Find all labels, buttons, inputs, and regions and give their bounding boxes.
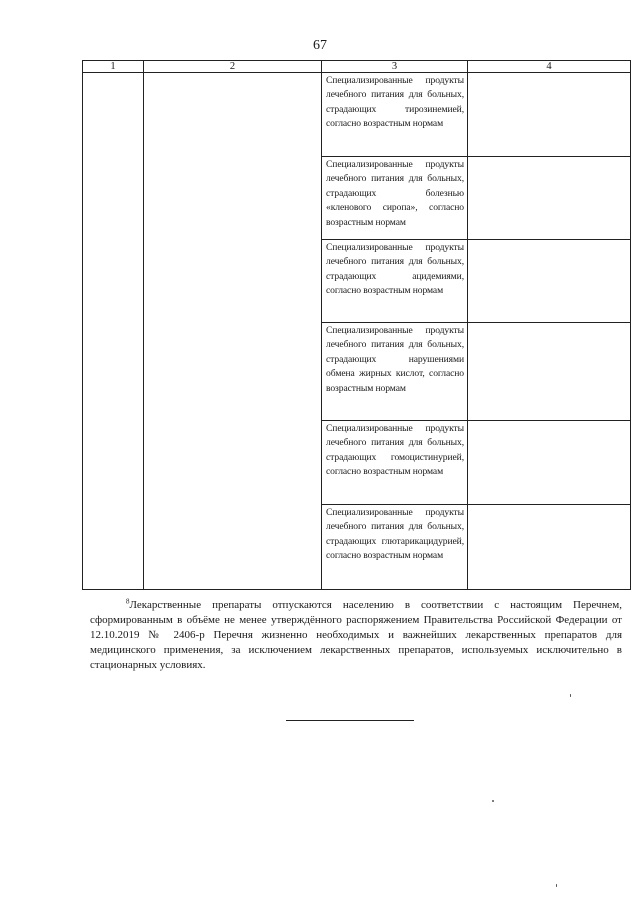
column-1-cell [83, 73, 144, 590]
column-header: 4 [468, 61, 631, 73]
column-2-cell [144, 73, 322, 590]
table-row [83, 73, 631, 157]
footnote [90, 598, 622, 673]
cell-text: Специализированные продукты лечебного питания для больных, страдающих глютарикацидурией, согласно возрастным нормам [326, 507, 464, 562]
cell-text: Специализированные продукты лечебного питания для больных, страдающих болезнью «кленового сиропа», согласно возрастным нормам [326, 159, 464, 228]
column-4-cell [468, 73, 631, 157]
page-number: 67 [313, 38, 327, 53]
column-header: 2 [144, 61, 322, 73]
table-header-row [83, 61, 631, 73]
column-3-cell [322, 240, 468, 323]
column-3-cell [322, 157, 468, 240]
column-3-cell [322, 323, 468, 421]
footnote-marker: 8 [126, 597, 130, 606]
separator-line [286, 720, 414, 721]
cell-text: Специализированные продукты лечебного питания для больных, страдающих нарушениями обмена жирных кислот, согласно возрастным нормам [326, 325, 464, 394]
column-3-cell [322, 73, 468, 157]
scan-speck [556, 884, 557, 887]
column-3-cell [322, 421, 468, 505]
document-table [82, 60, 631, 590]
cell-text: Специализированные продукты лечебного питания для больных, страдающих гомоцистинурией, согласно возрастным нормам [326, 423, 464, 478]
column-4-cell [468, 240, 631, 323]
column-header: 1 [83, 61, 144, 73]
scan-speck [492, 800, 494, 802]
column-4-cell [468, 421, 631, 505]
column-4-cell [468, 323, 631, 421]
column-header: 3 [322, 61, 468, 73]
column-4-cell [468, 505, 631, 590]
cell-text: Специализированные продукты лечебного питания для больных, страдающих тирозинемией, согласно возрастным нормам [326, 75, 464, 130]
cell-text: Специализированные продукты лечебного питания для больных, страдающих ацидемиями, согласно возрастным нормам [326, 242, 464, 297]
column-3-cell [322, 505, 468, 590]
scan-speck [570, 694, 571, 697]
footnote-text: Лекарственные препараты отпускаются населению в соответствии с настоящим Перечнем, сформированным в объёме не менее утверждённого распоряжением Правительства Российской Федерации от 12.10.2019 № 2406-р Перечня жизненно необходимых и важнейших лекарственных препаратов для медицинского применения, за исключением лекарственных препаратов, используемых исключительно в стационарных условиях. [90, 599, 622, 671]
column-4-cell [468, 157, 631, 240]
